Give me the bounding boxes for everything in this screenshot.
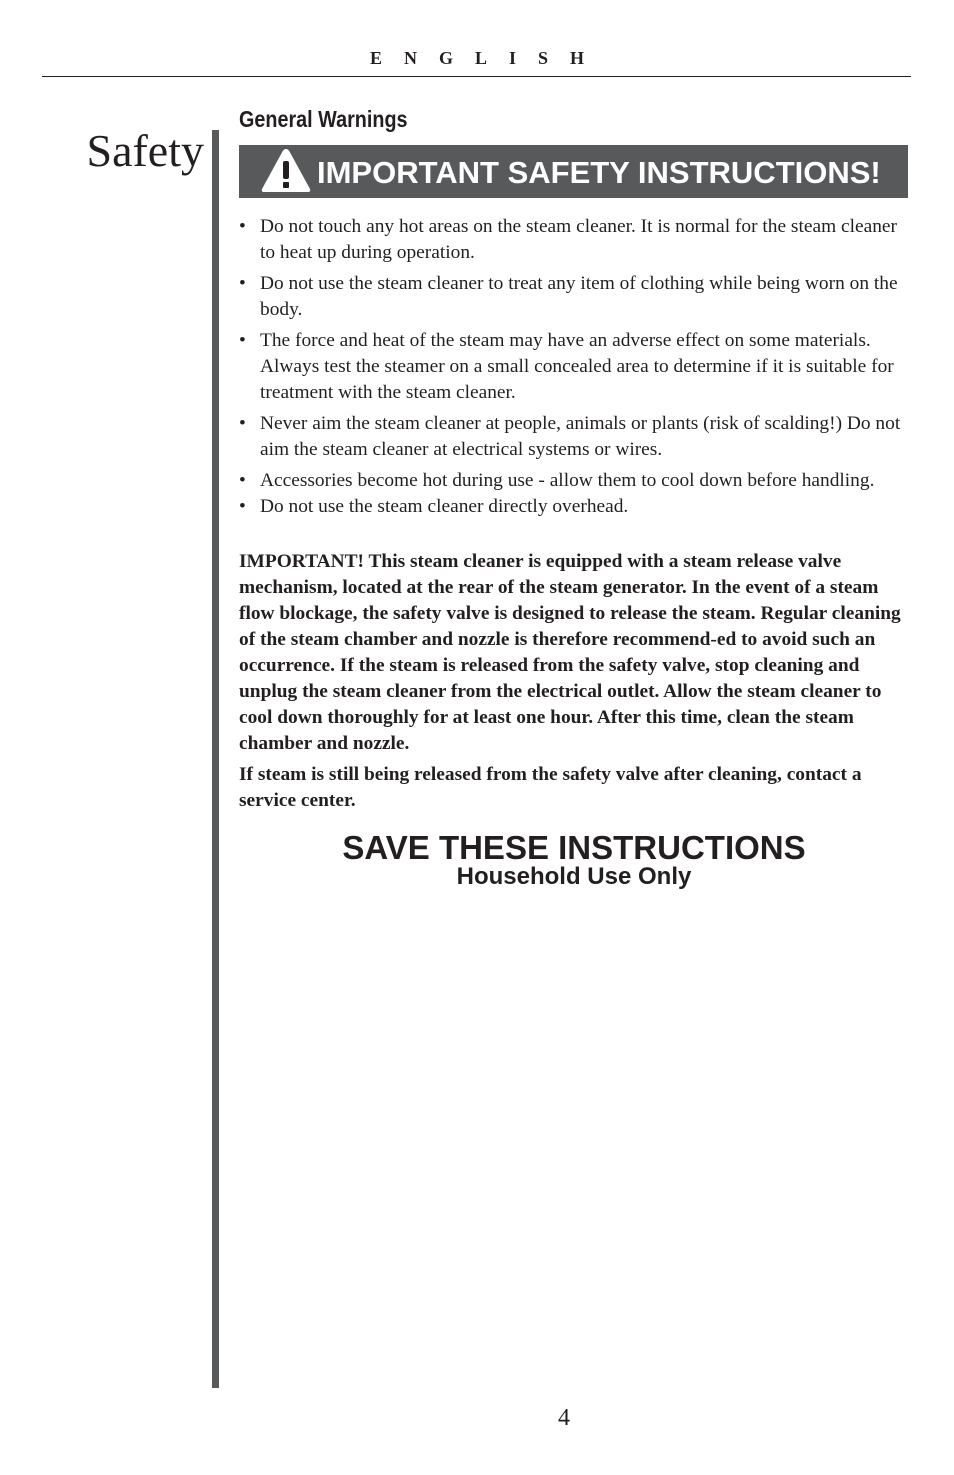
list-item: • Do not use the steam cleaner directly overhead. — [239, 494, 911, 520]
important-paragraph: If steam is still being released from the safety valve after cleaning, contact a service center. — [239, 764, 862, 811]
warning-list — [239, 214, 911, 520]
list-item: • The force and heat of the steam may have an adverse effect on some materials. Always test the steamer on a small concealed area to determine if it is suitable for treatment with the steam cleaner. — [239, 328, 911, 406]
subheading: General Warnings — [239, 106, 408, 132]
list-item: • Never aim the steam cleaner at people, animals or plants (risk of scalding!) Do not aim the steam cleaner at electrical systems or wires. — [239, 411, 911, 463]
list-item: • Accessories become hot during use - allow them to cool down before handling. — [239, 468, 911, 494]
important-paragraph: IMPORTANT! This steam cleaner is equipped with a steam release valve mechanism, located at the rear of the steam generator. In the event of a steam flow blockage, the safety valve is designed to release the steam. Regular cleaning of the steam chamber and nozzle is therefore recommend-ed to avoid such an occurrence. If the steam is released from the safety valve, stop cleaning and unplug the steam cleaner from the electrical outlet. Allow the steam cleaner to cool down thoroughly for at least one hour. After this time, clean the steam chamber and nozzle. — [239, 551, 901, 754]
list-item: • Do not use the steam cleaner to treat any item of clothing while being worn on the body. — [239, 271, 911, 323]
household-use-subtitle: Household Use Only — [456, 863, 692, 890]
language-header: ENGLISH — [369, 48, 607, 68]
list-item: • Do not touch any hot areas on the steam cleaner. It is normal for the steam cleaner to heat up during operation. — [239, 214, 911, 266]
section-side-bar — [212, 130, 219, 1388]
save-instructions-title: SAVE THESE INSTRUCTIONS — [342, 829, 806, 866]
important-notice — [239, 549, 911, 819]
section-title: Safety — [86, 125, 204, 176]
header-rule — [42, 76, 911, 77]
safety-banner — [239, 145, 908, 198]
banner-title: IMPORTANT SAFETY INSTRUCTIONS! — [317, 155, 881, 190]
page-number: 4 — [558, 1405, 570, 1431]
warning-triangle-icon — [260, 147, 312, 194]
